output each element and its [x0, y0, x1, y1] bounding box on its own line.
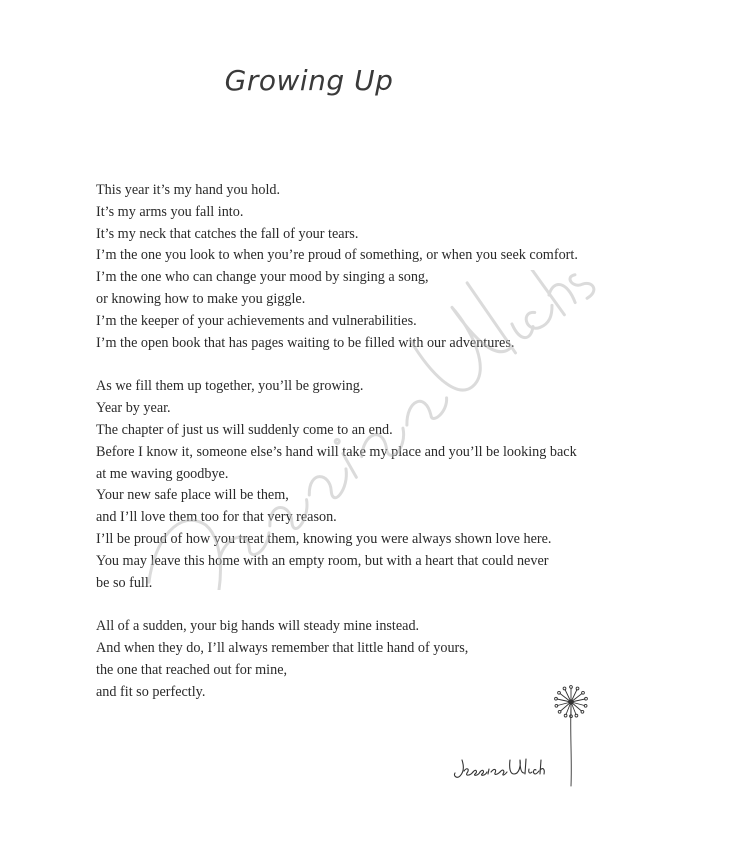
poem-line: You may leave this home with an empty room, but with a heart that could never — [96, 552, 549, 569]
poem-line: I’m the one you look to when you’re proud of something, or when you seek comfort. — [96, 247, 578, 264]
stanza-gap — [96, 594, 586, 616]
stanza-3 — [96, 616, 586, 703]
dandelion-illustration — [548, 684, 594, 788]
poem-line: The chapter of just us will suddenly come to an end. — [96, 421, 393, 438]
poem-line: Your new safe place will be them, — [96, 487, 289, 504]
poem-line: This year it’s my hand you hold. — [96, 182, 281, 198]
stanza-gap — [96, 354, 586, 376]
poem-line: or knowing how to make you giggle. — [96, 290, 306, 307]
poem-line: at me waving goodbye. — [96, 465, 229, 482]
poem-line: Before I know it, someone else’s hand will take my place and you’ll be looking back — [96, 443, 577, 460]
stanza-2 — [96, 376, 586, 594]
poem-line: It’s my arms you fall into. — [96, 203, 244, 220]
poem-line: and I’ll love them too for that very reason. — [96, 509, 337, 526]
poem-line: All of a sudden, your big hands will steady mine instead. — [96, 618, 420, 635]
poem-line: I’m the open book that has pages waiting to be filled with our adventures. — [96, 334, 515, 351]
author-signature — [448, 754, 548, 784]
poem-title: Growing Up — [224, 64, 394, 97]
poem-line: be so full. — [96, 574, 153, 591]
poem-line: I’m the one who can change your mood by singing a song, — [96, 269, 429, 286]
poem-line: And when they do, I’ll always remember that little hand of yours, — [96, 640, 469, 657]
poem-line: I’m the keeper of your achievements and vulnerabilities. — [96, 312, 417, 329]
poem-line: Year by year. — [96, 400, 171, 417]
poem-body — [96, 180, 586, 704]
poem-line: the one that reached out for mine, — [96, 661, 288, 678]
poem-line: and fit so perfectly. — [96, 683, 206, 700]
poem-line: It’s my neck that catches the fall of your tears. — [96, 225, 359, 242]
poem-line: As we fill them up together, you’ll be growing. — [96, 378, 364, 395]
stanza-1 — [96, 180, 586, 354]
poem-line: I’ll be proud of how you treat them, knowing you were always shown love here. — [96, 530, 552, 547]
